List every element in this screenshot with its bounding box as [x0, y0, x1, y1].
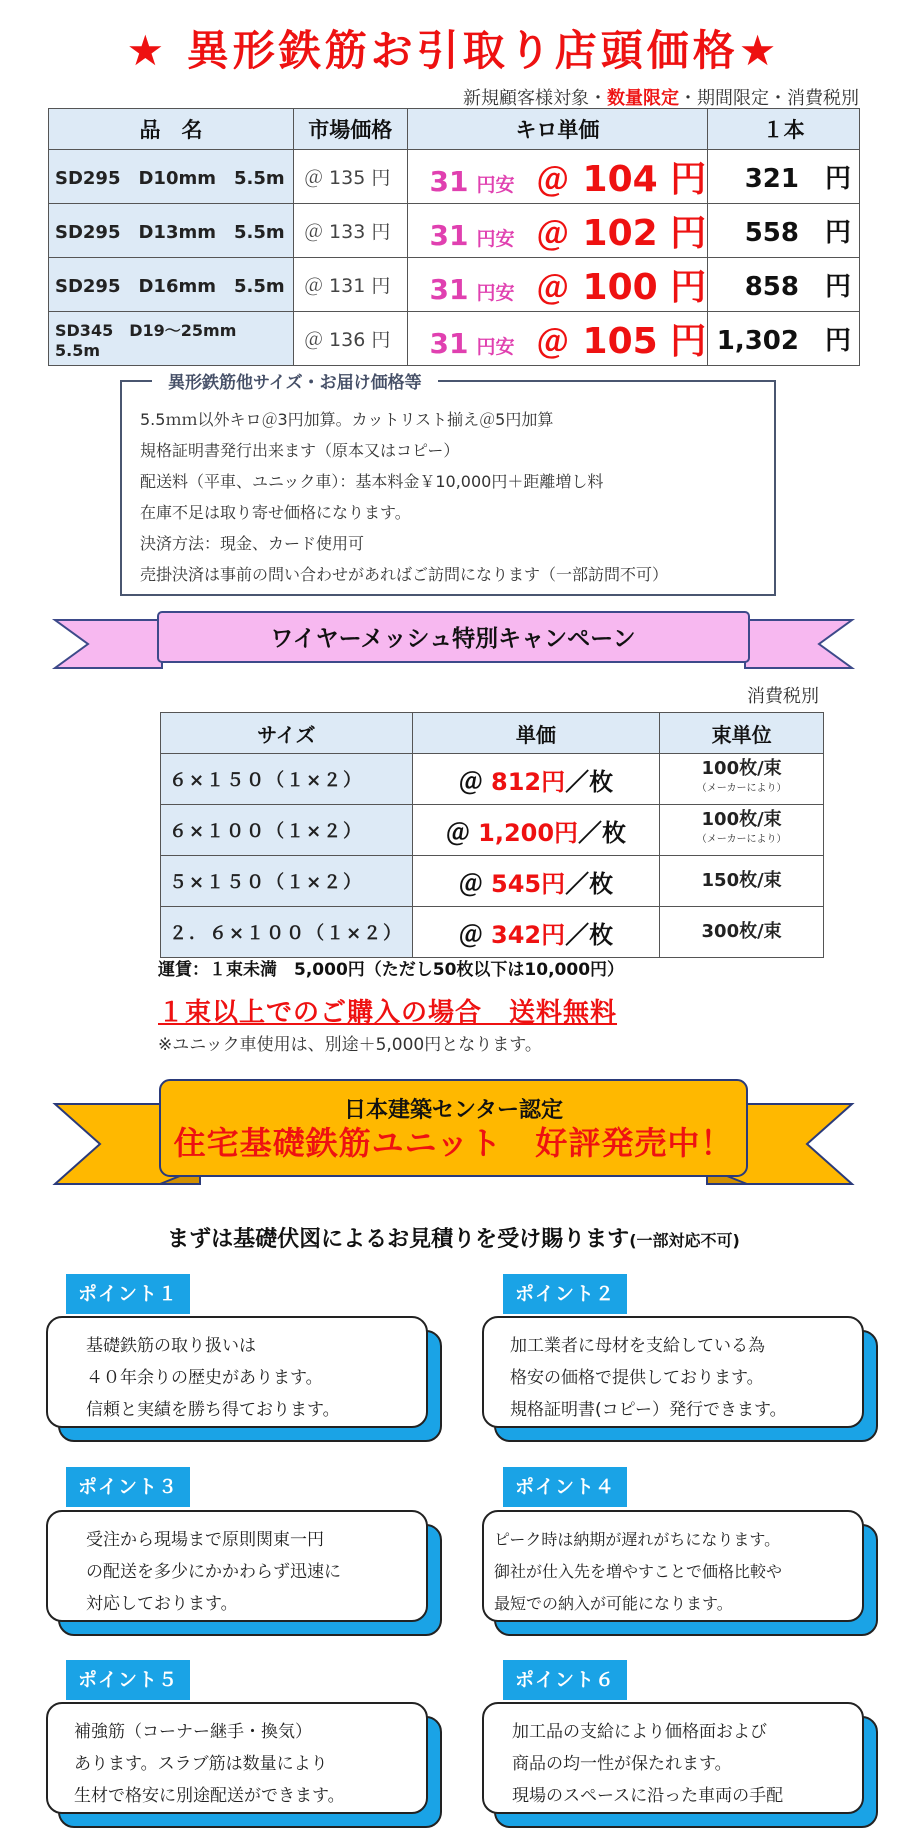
point-4-label: ポイント４ [503, 1467, 627, 1507]
point-line: 補強筋（コーナー継手・換気） [74, 1722, 312, 1742]
point-2-label: ポイント２ [503, 1274, 627, 1314]
mesh-size: ５×１５０（１×２） [161, 856, 413, 907]
mesh-price: 342円 [491, 920, 566, 949]
table-row [49, 150, 860, 204]
discount-unit: 円安 [476, 228, 515, 250]
product-name: SD345 D19～25mm 5.5m [49, 312, 294, 366]
discount-amount: 31 [429, 327, 469, 360]
discount-unit: 円安 [476, 174, 515, 196]
mesh-size: ６×１００（１×２） [161, 805, 413, 856]
at-mark: ＠ [536, 161, 569, 199]
discount-unit: 円安 [476, 336, 515, 358]
point-line: 生材で格安に別途配送ができます。 [74, 1786, 345, 1806]
kilo-price-cell [407, 150, 708, 204]
kilo-price: 105 円 [582, 321, 707, 362]
table-row [49, 312, 860, 366]
info-line: 決済方法：現金、カード使用可 [140, 534, 365, 553]
header-bundle: 束単位 [660, 713, 824, 754]
point-6-card [482, 1702, 864, 1814]
estimate-lead [0, 1222, 907, 1253]
discount-amount: 31 [429, 165, 469, 198]
limited-quantity-label: 数量限定 [607, 88, 679, 109]
point-line: あります。スラブ筋は数量により [74, 1754, 328, 1774]
kilo-price: 102 円 [582, 213, 707, 254]
subline-part2: ・期間限定・消費税別 [679, 88, 859, 109]
info-line: 在庫不足は取り寄せ価格になります。 [140, 503, 411, 522]
rebar-price-table [48, 108, 860, 366]
subline-part1: 新規顧客様対象・ [463, 88, 607, 109]
per-bar-price: 1,302 円 [708, 312, 860, 366]
wire-mesh-banner-text: ワイヤーメッシュ特別キャンペーン [270, 626, 636, 652]
per-bar-price: 321 円 [708, 150, 860, 204]
point-line: ４０年余りの歴史があります。 [86, 1368, 323, 1388]
bundle-qty: 100枚/束 [701, 758, 782, 779]
point-5-card [46, 1702, 428, 1814]
wire-mesh-ribbon [0, 600, 907, 680]
wire-tax-note: 消費税別 [747, 686, 819, 707]
point-line: 受注から現場まで原則関東一円 [86, 1530, 324, 1550]
mesh-price: 812円 [491, 767, 566, 796]
header-market-price: 市場価格 [294, 109, 408, 150]
wire-mesh-table [160, 712, 824, 958]
mesh-size: ２．６×１００（１×２） [161, 907, 413, 958]
at-mark: ＠ [536, 215, 569, 253]
freight-note: 運賃：１束未満 5,000円（ただし50枚以下は10,000円） [158, 960, 625, 980]
at-mark: ＠ [458, 869, 492, 898]
point-line: ピーク時は納期が遅れがちになります。 [494, 1530, 781, 1549]
point-line: 加工業者に母材を支給している為 [510, 1336, 765, 1356]
point-5-label: ポイント５ [66, 1660, 190, 1700]
unic-truck-note: ※ユニック車使用は、別途＋5,000円となります。 [158, 1035, 542, 1055]
point-line: 基礎鉄筋の取り扱いは [86, 1336, 256, 1356]
product-launch-text: 住宅基礎鉄筋ユニット 好評発売中！ [173, 1124, 734, 1162]
mesh-price: 545円 [491, 869, 566, 898]
info-line: 規格証明書発行出来ます（原本又はコピー） [140, 441, 460, 460]
point-3-card [46, 1510, 428, 1622]
product-name: SD295 D16mm 5.5m [49, 258, 294, 312]
table-row [161, 907, 824, 958]
info-line: 配送料（平車、ユニック車）：基本料金￥10,000円＋距離増し料 [140, 472, 604, 491]
point-1-label: ポイント１ [66, 1274, 190, 1314]
product-name: SD295 D10mm 5.5m [49, 150, 294, 204]
per-sheet: ／枚 [565, 869, 614, 898]
page-title: ★ 異形鉄筋お引取り店頭価格★ [126, 26, 781, 75]
subtitle-conditions [463, 84, 859, 110]
mesh-price-cell [412, 856, 660, 907]
point-4-card [482, 1510, 864, 1622]
kilo-price-cell [407, 258, 708, 312]
header-kilo-price: キロ単価 [407, 109, 708, 150]
per-bar-price: 558 円 [708, 204, 860, 258]
table-header-row [49, 109, 860, 150]
kilo-price-cell [407, 312, 708, 366]
mesh-price: 1,200円 [478, 818, 579, 847]
table-row [161, 754, 824, 805]
market-price: ＠ 135 円 [294, 150, 408, 204]
product-name: SD295 D13mm 5.5m [49, 204, 294, 258]
header-unit-price: 単価 [412, 713, 660, 754]
point-line: 規格証明書(コピー）発行できます。 [510, 1400, 787, 1420]
header-product-name: 品 名 [49, 109, 294, 150]
market-price: ＠ 133 円 [294, 204, 408, 258]
at-mark: ＠ [458, 920, 492, 949]
estimate-lead-note: (一部対応不可) [629, 1231, 740, 1250]
bundle-cell [660, 805, 824, 856]
market-price: ＠ 131 円 [294, 258, 408, 312]
mesh-price-cell [412, 907, 660, 958]
point-line: 最短での納入が可能になります。 [494, 1594, 733, 1613]
mesh-price-cell [412, 754, 660, 805]
bundle-qty: 300枚/束 [701, 921, 782, 942]
info-box-title: 異形鉄筋他サイズ・お届け価格等 [152, 368, 438, 393]
info-box-lines [140, 404, 668, 590]
point-6-label: ポイント６ [503, 1660, 627, 1700]
point-line: 加工品の支給により価格面および [512, 1722, 767, 1742]
per-sheet: ／枚 [565, 767, 614, 796]
at-mark: ＠ [445, 818, 479, 847]
point-3-label: ポイント３ [66, 1467, 190, 1507]
table-row [49, 204, 860, 258]
point-line: 対応しております。 [86, 1594, 238, 1614]
point-line: 格安の価格で提供しております。 [510, 1368, 764, 1388]
header-size: サイズ [161, 713, 413, 754]
table-row [161, 856, 824, 907]
point-2-card [482, 1316, 864, 1428]
discount-amount: 31 [429, 273, 469, 306]
header-per-bar: １本 [708, 109, 860, 150]
market-price: ＠ 136 円 [294, 312, 408, 366]
point-line: 御社が仕入先を増やすことで価格比較や [494, 1562, 783, 1581]
kilo-price-cell [407, 204, 708, 258]
kilo-price: 100 円 [582, 267, 707, 308]
at-mark: ＠ [458, 767, 492, 796]
table-row [49, 258, 860, 312]
certification-title: 日本建築センター認定 [343, 1098, 564, 1123]
bundle-note: （メーカーにより） [696, 783, 787, 794]
discount-amount: 31 [429, 219, 469, 252]
discount-unit: 円安 [476, 282, 515, 304]
bundle-cell [660, 754, 824, 805]
info-line: 売掛決済は事前の問い合わせがあればご訪問になります（一部訪問不可） [140, 565, 669, 584]
mesh-price-cell [412, 805, 660, 856]
info-line: 5.5ｍｍ以外キロ＠3円加算。カットリスト揃え＠5円加算 [140, 410, 554, 429]
table-header-row [161, 713, 824, 754]
at-mark: ＠ [536, 323, 569, 361]
point-line: の配送を多少にかかわらず迅速に [86, 1562, 341, 1582]
table-row [161, 805, 824, 856]
per-bar-price: 858 円 [708, 258, 860, 312]
bundle-cell [660, 856, 824, 907]
free-shipping-note: １束以上でのご購入の場合 送料無料 [158, 998, 618, 1028]
bundle-note: （メーカーにより） [696, 834, 787, 845]
mesh-size: ６×１５０（１×２） [161, 754, 413, 805]
kilo-price: 104 円 [582, 159, 707, 200]
point-line: 商品の均一性が保たれます。 [512, 1754, 732, 1774]
per-sheet: ／枚 [578, 818, 627, 847]
bundle-cell [660, 907, 824, 958]
estimate-lead-text: まずは基礎伏図によるお見積りを受け賜ります [167, 1227, 630, 1252]
bundle-qty: 100枚/束 [701, 809, 782, 830]
bundle-qty: 150枚/束 [701, 870, 782, 891]
per-sheet: ／枚 [565, 920, 614, 949]
point-line: 現場のスペースに沿った車両の手配 [512, 1786, 784, 1806]
point-line: 信頼と実績を勝ち得ております。 [86, 1400, 340, 1420]
at-mark: ＠ [536, 269, 569, 307]
point-1-card [46, 1316, 428, 1428]
